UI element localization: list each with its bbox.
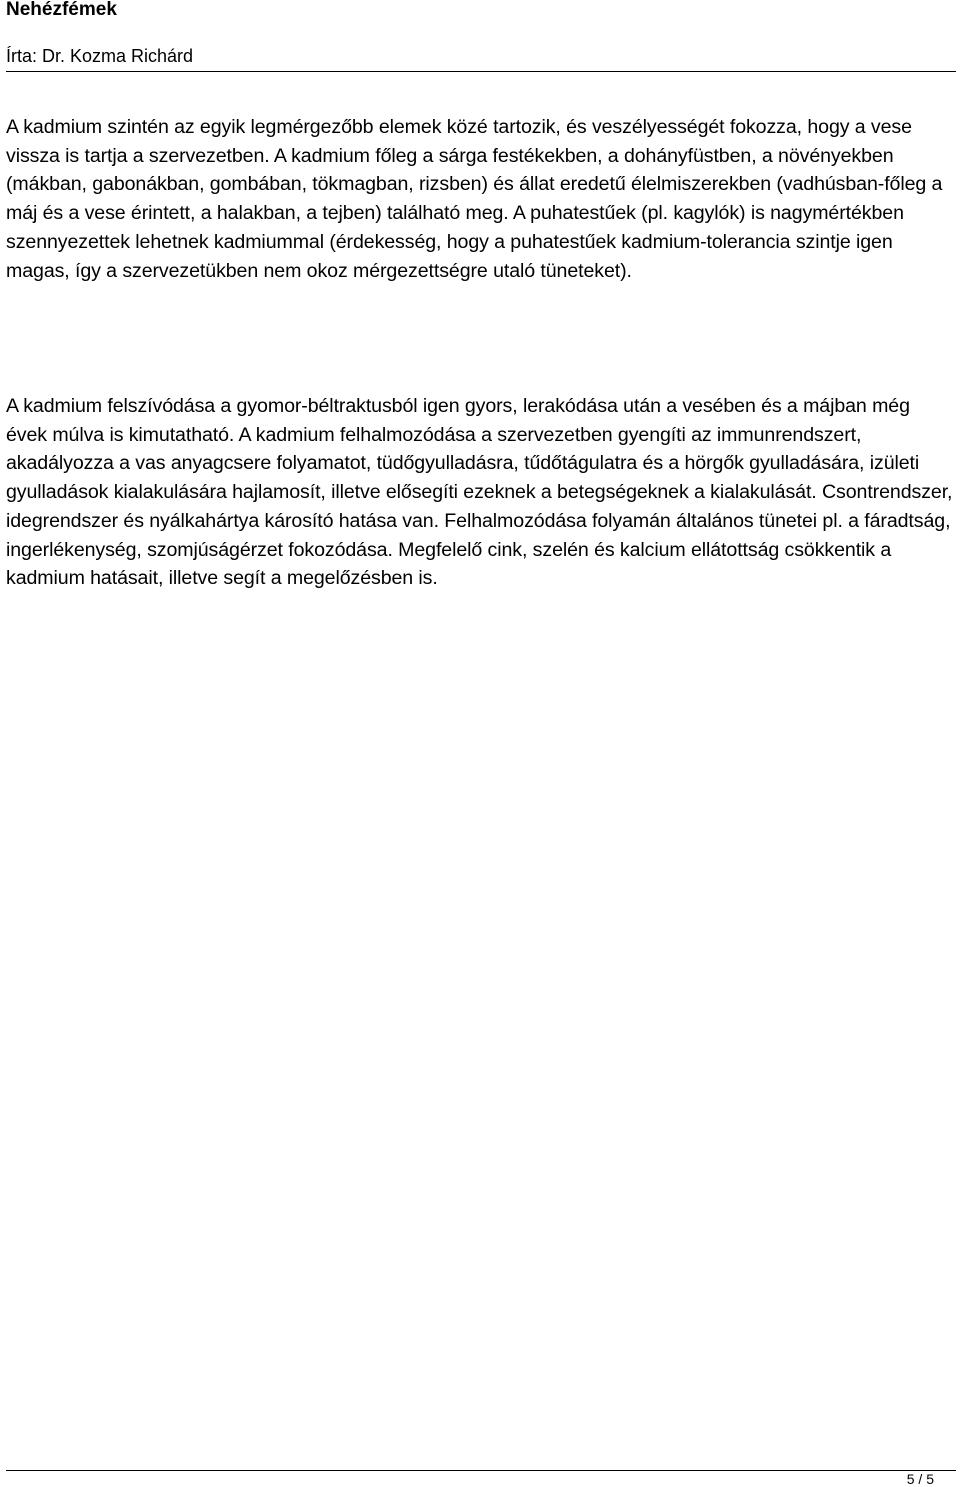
page-number: 5 / 5: [906, 1471, 934, 1487]
header-divider: [6, 71, 956, 72]
paragraph-2: A kadmium felszívódása a gyomor-béltraktusból igen gyors, lerakódása után a vesében és a májban még évek múlva is kimutatható. A kadmium felhalmozódása a szervezetben gyengíti az immunrendszert, akadályozza a vas anyagcsere folyamatot, tüdőgyulladásra, tűdőtágulatra és a hörgők gyulladására, izületi gyulladások kialakulására hajlamosít, illetve elősegíti ezeknek a betegségeknek a kialakulását. Csontrendszer, idegrendszer és nyálkahártya károsító hatása van. Felhalmozódása folyamán általános tünetei pl. a fáradtság, ingerlékenység, szomjúságérzet fokozódása. Megfelelő cink, szelén és kalcium ellátottság csökkentik a kadmium hatásait, illetve segít a megelőzésben is.: [6, 395, 953, 590]
footer-divider: [6, 1470, 956, 1471]
paragraph-1: A kadmium szintén az egyik legmérgezőbb elemek közé tartozik, és veszélyességét fokozza, hogy a vese vissza is tartja a szervezetben. A kadmium főleg a sárga festékekben, a dohányfüstben, a növényekben (mákban, gabonákban, gombában, tökmagban, rizsben) és állat eredetű élelmiszerekben (vadhúsban-főleg a máj és a vese érintett, a halakban, a tejben) található meg. A puhatestűek (pl. kagylók) is nagymértékben szennyezettek lehetnek kadmiummal (érdekesség, hogy a puhatestűek kadmium-tolerancia szintje igen magas, így a szervezetükben nem okoz mérgezettségre utaló tüneteket).: [6, 116, 943, 282]
document-author: Írta: Dr. Kozma Richárd: [6, 46, 194, 66]
document-title: Nehézfémek: [6, 0, 117, 20]
